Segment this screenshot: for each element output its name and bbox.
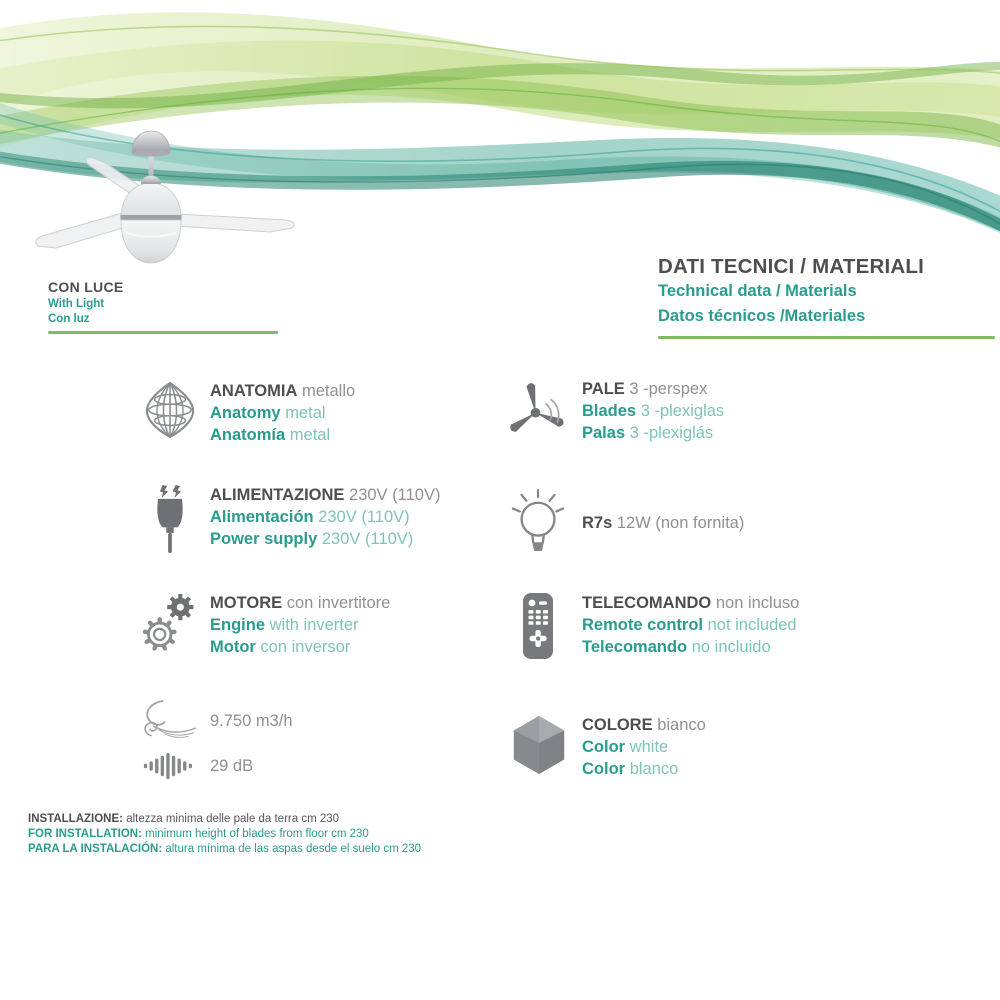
install-label-it: INSTALLAZIONE:: [28, 813, 123, 825]
spec-label: Blades: [582, 402, 637, 420]
spec-motor: [138, 592, 390, 658]
install-label-en: FOR INSTALLATION:: [28, 828, 142, 840]
spec-value: metal: [285, 404, 326, 422]
spec-label: MOTORE: [210, 594, 283, 612]
variant-title-en: With Light: [48, 298, 105, 310]
product-variant-label: [48, 280, 124, 327]
spec-value: con invertitore: [286, 594, 391, 612]
spec-color: [504, 714, 706, 780]
spec-label: Palas: [582, 424, 626, 442]
spec-label: Anatomía: [210, 426, 286, 444]
section-title-es: Datos técnicos /Materiales: [658, 307, 866, 325]
installation-note: [28, 812, 421, 857]
spec-value: 3 -perspex: [629, 380, 708, 398]
spec-value: blanco: [629, 760, 679, 778]
ceiling-fan-product-image: [8, 120, 308, 278]
spec-label: COLORE: [582, 716, 653, 734]
remote-control-icon: [504, 592, 574, 662]
mesh-sphere-icon: [138, 380, 202, 440]
airflow-icon: [138, 698, 202, 744]
install-text-en: minimum height of blades from floor cm 230: [145, 828, 369, 840]
spec-value: con inversor: [260, 638, 351, 656]
spec-label: Power supply: [210, 530, 318, 548]
spec-value: 230V (110V): [321, 530, 414, 548]
spec-value: metal: [289, 426, 331, 444]
install-label-es: PARA LA INSTALACIÓN:: [28, 843, 163, 855]
spec-label: Engine: [210, 616, 266, 634]
install-text-es: altura mínima de las aspas desde el suelo cm 230: [165, 843, 422, 855]
spec-label: Motor: [210, 638, 256, 656]
spec-label: Anatomy: [210, 404, 281, 422]
spec-label: Remote control: [582, 616, 704, 634]
spec-bulb: [504, 486, 744, 560]
spec-power-supply: [138, 484, 440, 556]
power-plug-icon: [138, 484, 202, 556]
spec-value: bianco: [657, 716, 706, 734]
spec-blades: [504, 378, 724, 444]
install-text-it: altezza minima delle pale da terra cm 230: [126, 813, 340, 825]
spec-value: not included: [707, 616, 797, 634]
spec-value: 3 -plexiglas: [640, 402, 725, 420]
spec-label: Telecomando: [582, 638, 688, 656]
light-bulb-icon: [504, 486, 574, 560]
propeller-icon: [504, 378, 574, 444]
spec-remote: [504, 592, 799, 662]
left-divider-rule: [48, 331, 278, 334]
spec-label: R7s: [582, 514, 613, 532]
spec-value: 230V (110V): [349, 486, 441, 504]
spec-label: TELECOMANDO: [582, 594, 712, 612]
spec-value: non incluso: [715, 594, 800, 612]
spec-anatomy: [138, 380, 355, 446]
noise-level-icon: [138, 748, 202, 784]
right-divider-rule: [658, 336, 995, 339]
spec-value: 12W (non fornita): [616, 514, 745, 532]
spec-value: metallo: [301, 382, 356, 400]
spec-label: ALIMENTAZIONE: [210, 486, 345, 504]
variant-title-es: Con luz: [48, 313, 90, 325]
spec-noise: [138, 748, 253, 784]
spec-label: ANATOMIA: [210, 382, 298, 400]
section-title-en: Technical data / Materials: [658, 282, 857, 300]
color-hexagon-icon: [504, 714, 574, 776]
variant-title-it: CON LUCE: [48, 279, 124, 295]
spec-value: with inverter: [269, 616, 359, 634]
spec-airflow: [138, 698, 293, 744]
gears-icon: [138, 592, 202, 656]
spec-label: Alimentación: [210, 508, 314, 526]
spec-value: white: [629, 738, 669, 756]
spec-label: Color: [582, 738, 626, 756]
spec-value: 3 -plexiglás: [629, 424, 714, 442]
spec-label: PALE: [582, 380, 625, 398]
spec-value: no incluido: [691, 638, 771, 656]
spec-value: 230V (110V): [318, 508, 410, 526]
section-heading: [658, 255, 924, 326]
noise-value: 29 dB: [210, 757, 254, 775]
airflow-value: 9.750 m3/h: [210, 712, 293, 730]
spec-label: Color: [582, 760, 626, 778]
section-title-it: DATI TECNICI / MATERIALI: [658, 255, 924, 278]
